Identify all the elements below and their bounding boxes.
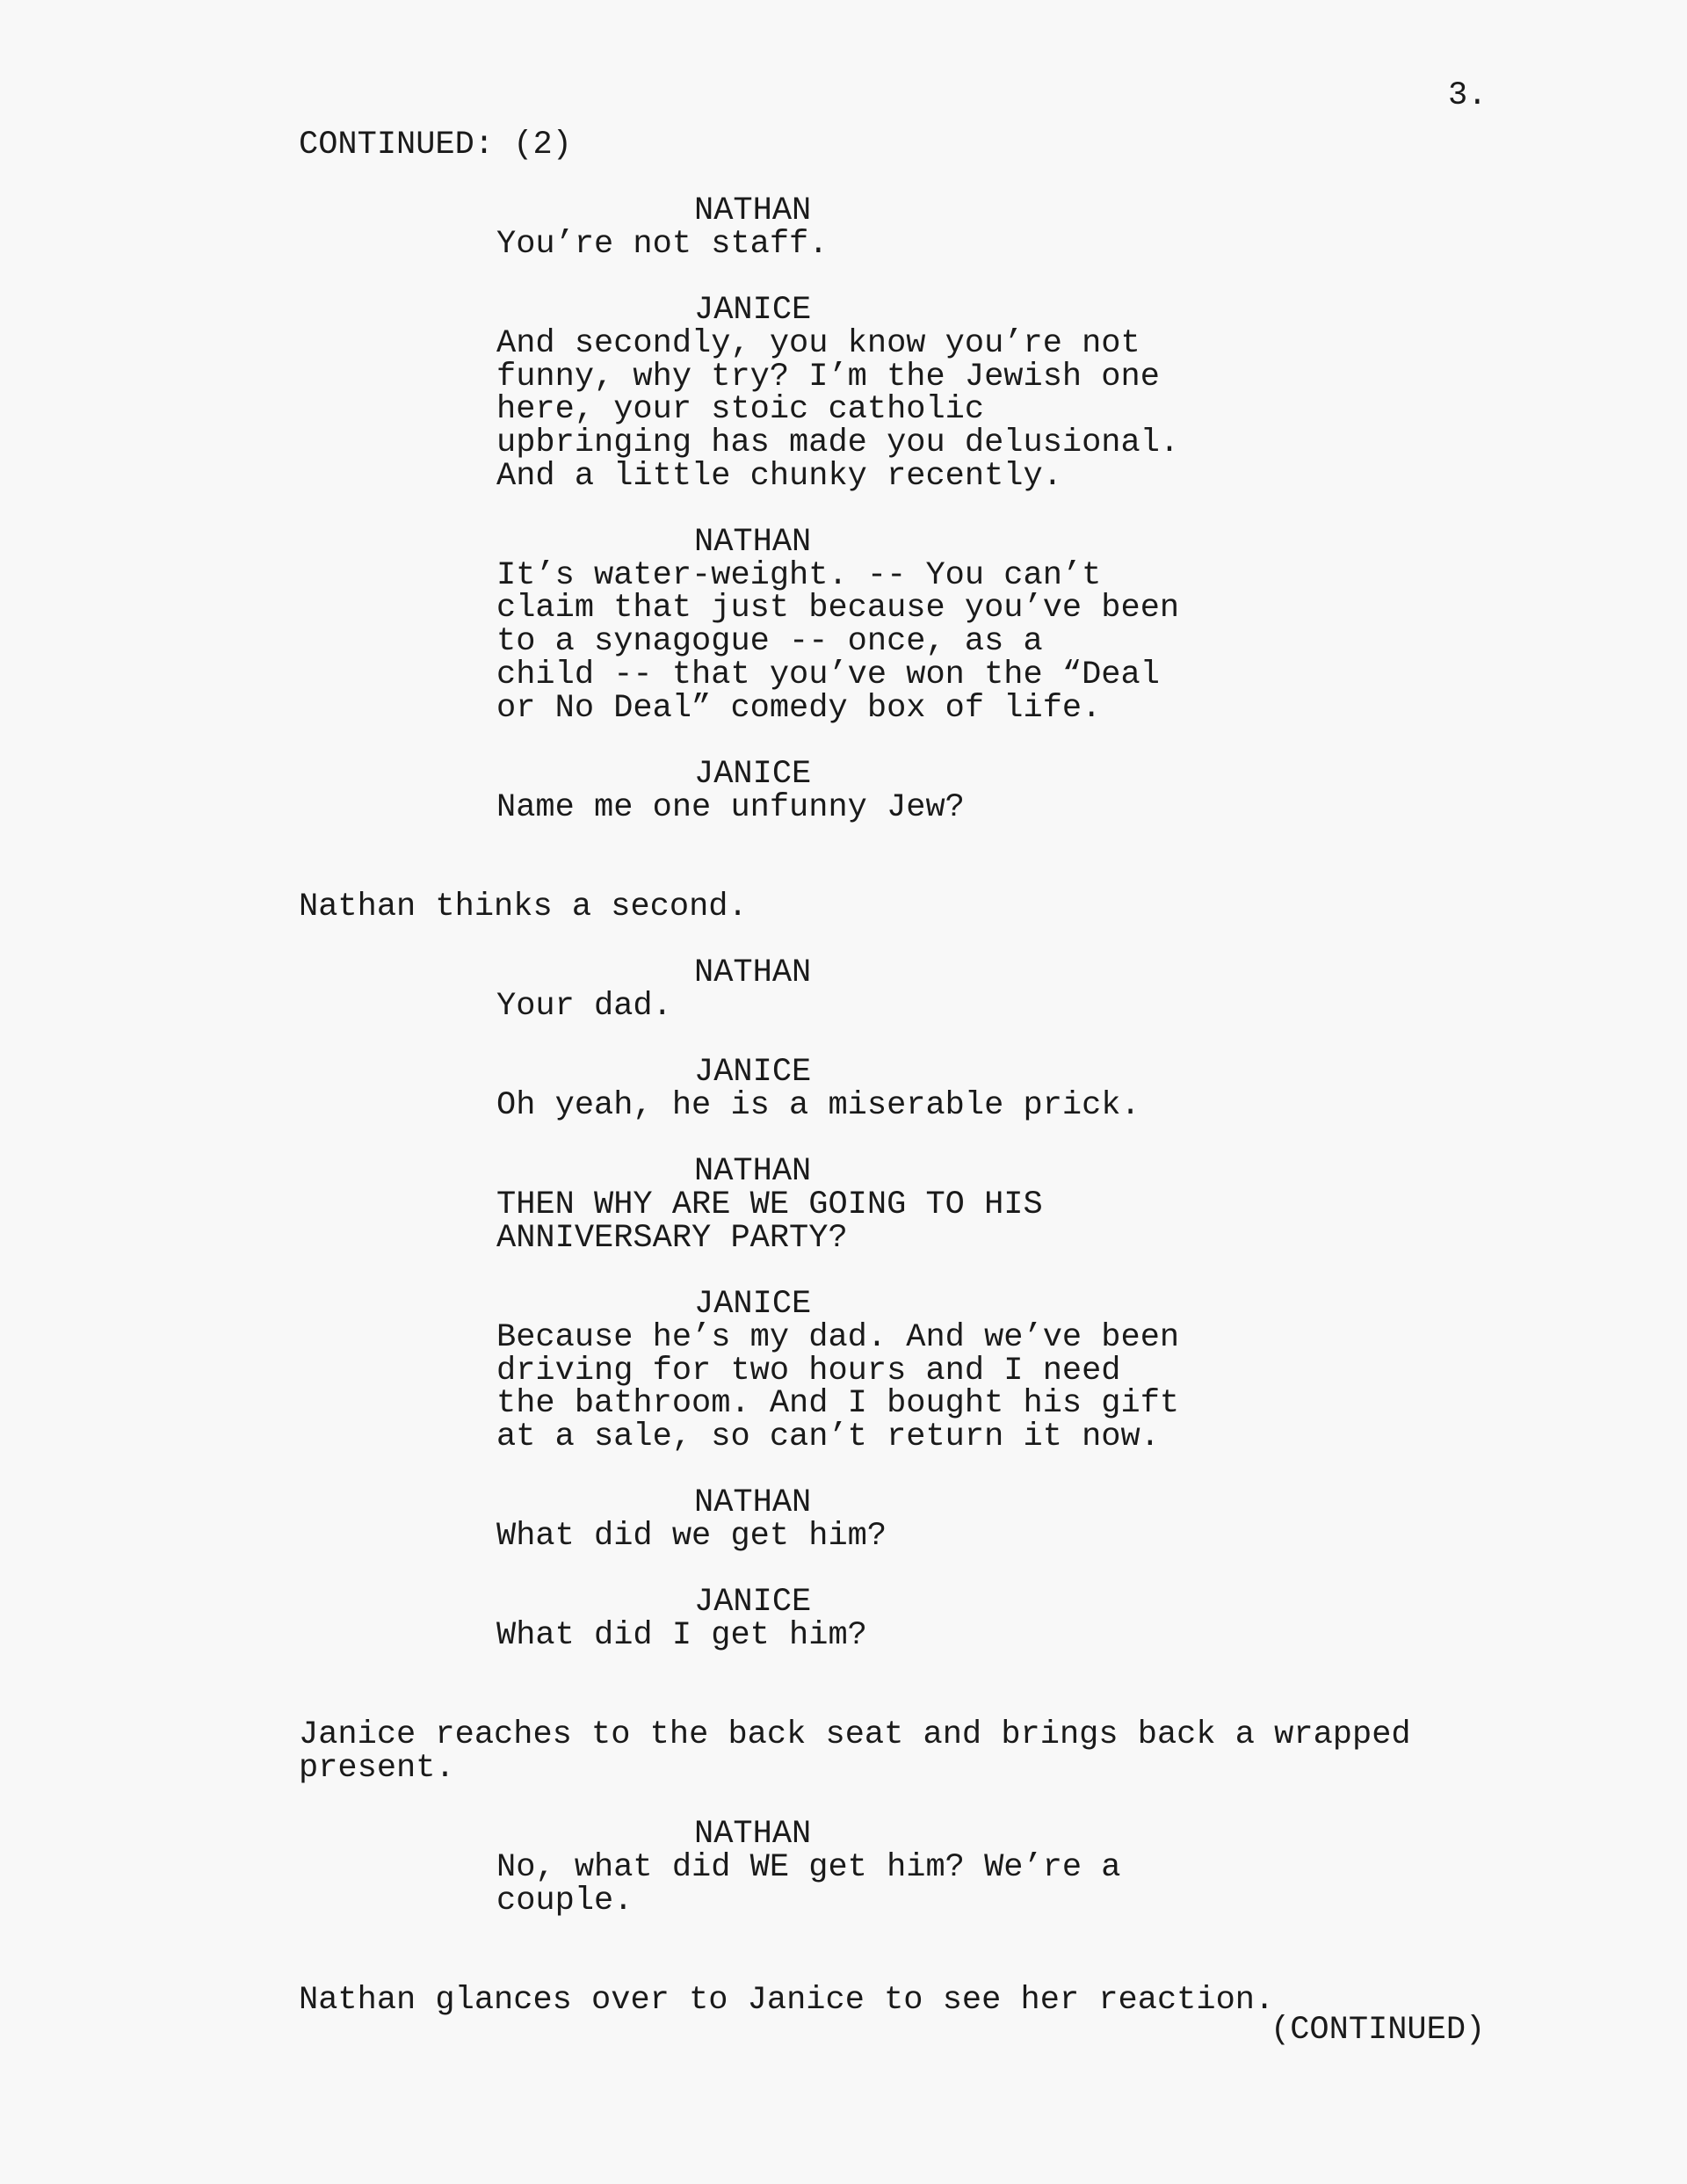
character-cue <box>694 1586 811 1620</box>
dialogue-line: claim that just because you’ve been <box>496 590 1180 628</box>
character-name: JANICE <box>694 755 812 793</box>
character-cue <box>694 192 812 229</box>
character-name: NATHAN <box>694 1816 812 1854</box>
dialogue-line: THEN WHY ARE WE GOING TO HIS <box>496 1186 1043 1223</box>
continued-header: CONTINUED: (2) <box>299 127 572 163</box>
dialogue-block <box>496 225 829 263</box>
action-line: present. <box>299 1749 455 1787</box>
dialogue-line: funny, why try? I’m the Jewish one <box>496 358 1160 395</box>
character-cue <box>694 1056 811 1090</box>
action-line: Janice reaches to the back seat and brings back a wrapped <box>299 1716 1411 1754</box>
dialogue-line: Your dad. <box>496 987 672 1025</box>
character-name: JANICE <box>694 292 812 330</box>
character-name: JANICE <box>694 1054 812 1092</box>
dialogue-line: No, what did WE get him? We’re a <box>496 1849 1121 1886</box>
character-name: NATHAN <box>694 954 812 992</box>
dialogue-block <box>496 1849 1121 1919</box>
action-block <box>299 1981 1275 2019</box>
action-block <box>299 1716 1411 1787</box>
dialogue-line: What did I get him? <box>496 1617 867 1655</box>
dialogue-line: driving for two hours and I need <box>496 1352 1121 1389</box>
dialogue-line: upbringing has made you delusional. <box>496 424 1180 461</box>
character-name: JANICE <box>694 1286 812 1324</box>
character-cue <box>694 526 811 560</box>
dialogue-line: ANNIVERSARY PARTY? <box>496 1219 848 1257</box>
dialogue-block <box>496 1617 867 1655</box>
dialogue-block <box>496 987 672 1025</box>
dialogue-line: child -- that you’ve won the “Deal <box>496 656 1160 693</box>
dialogue-line: You’re not staff. <box>496 225 829 263</box>
character-name: NATHAN <box>694 192 812 229</box>
character-cue <box>694 1288 811 1322</box>
character-cue <box>694 1484 812 1522</box>
dialogue-block <box>496 1186 1043 1257</box>
character-cue <box>694 755 812 793</box>
dialogue-block <box>496 1086 1140 1124</box>
dialogue-line: couple. <box>496 1882 634 1919</box>
action-block <box>299 888 748 925</box>
dialogue-block <box>496 788 965 826</box>
dialogue-line: to a synagogue -- once, as a <box>496 623 1043 661</box>
character-cue <box>694 294 811 328</box>
dialogue-line: or No Deal” comedy box of life. <box>496 689 1102 727</box>
dialogue-block <box>496 1318 1180 1455</box>
dialogue-block <box>496 1520 887 1554</box>
character-name: JANICE <box>694 1584 812 1622</box>
dialogue-block <box>496 556 1180 727</box>
continued-footer: (CONTINUED) <box>1271 2012 1486 2049</box>
dialogue-line: And a little chunky recently. <box>496 457 1062 495</box>
dialogue-line: Oh yeah, he is a miserable prick. <box>496 1086 1140 1124</box>
character-name: NATHAN <box>694 1153 812 1191</box>
page-number: 3. <box>1448 77 1488 114</box>
dialogue-line: the bathroom. And I bought his gift <box>496 1385 1180 1423</box>
dialogue-line: Because he’s my dad. And we’ve been <box>496 1318 1180 1356</box>
character-cue <box>694 1818 811 1852</box>
dialogue-line: here, your stoic catholic <box>496 391 985 429</box>
character-cue <box>694 954 812 992</box>
dialogue-line: What did we get him? <box>496 1518 887 1555</box>
dialogue-line: Name me one unfunny Jew? <box>496 788 965 826</box>
character-cue <box>694 1153 812 1191</box>
dialogue-line: It’s water-weight. -- You can’t <box>496 556 1102 594</box>
action-line: Nathan glances over to Janice to see her reaction. <box>299 1981 1275 2019</box>
dialogue-line: And secondly, you know you’re not <box>496 324 1140 362</box>
dialogue-line: at a sale, so can’t return it now. <box>496 1418 1160 1455</box>
character-name: NATHAN <box>694 1484 812 1522</box>
dialogue-block <box>496 324 1180 495</box>
character-name: NATHAN <box>694 524 812 561</box>
action-line: Nathan thinks a second. <box>299 888 748 925</box>
